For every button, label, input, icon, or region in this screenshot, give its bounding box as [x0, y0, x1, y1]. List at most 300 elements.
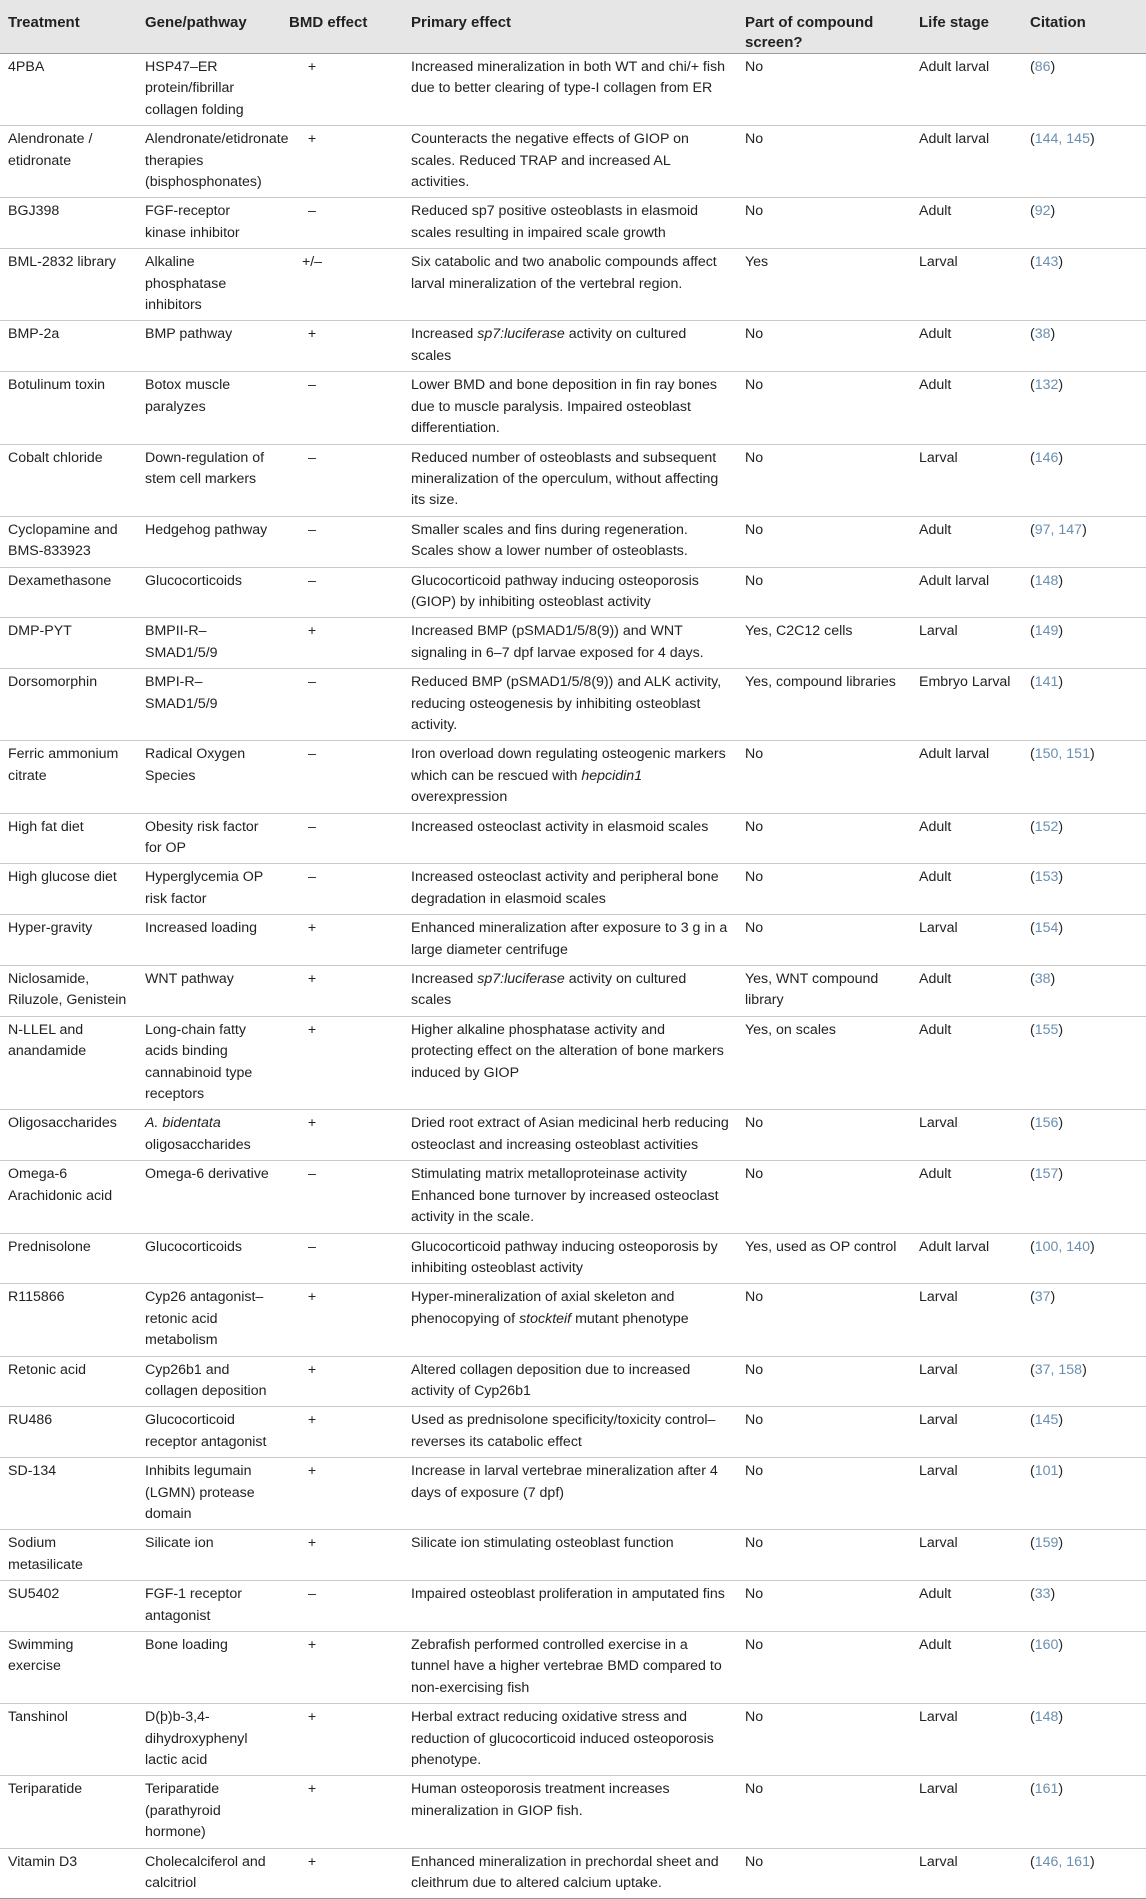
cell-citation [1022, 516, 1146, 567]
cell-citation [1022, 1848, 1146, 1899]
cell-primary-effect: Reduced sp7 positive osteoblasts in elasmoid scales resulting in impaired scale growth [403, 198, 737, 249]
table-row [0, 321, 1146, 372]
cell-citation [1022, 741, 1146, 813]
cell-compound-screen: No [737, 567, 911, 618]
citation-paren: ) [1058, 1166, 1064, 1183]
citation-paren: ( [1030, 1535, 1035, 1552]
cell-treatment: SU5402 [0, 1581, 137, 1632]
cell-primary-effect: Enhanced mineralization after exposure to 3 g in a large diameter centrifuge [403, 915, 737, 966]
citation-paren: ) [1058, 377, 1064, 394]
citation-paren: ) [1058, 920, 1064, 937]
cell-primary-effect: Counteracts the negative effects of GIOP on scales. Reduced TRAP and increased AL activities. [403, 126, 737, 198]
citation-link: 92 [1034, 203, 1051, 220]
cell-life-stage: Larval [911, 1704, 1022, 1776]
cell-life-stage: Adult [911, 1016, 1022, 1110]
citation-paren: ( [1030, 1361, 1035, 1378]
cell-treatment: Hyper-gravity [0, 915, 137, 966]
cell-compound-screen: No [737, 1110, 911, 1161]
cell-compound-screen: No [737, 741, 911, 813]
cell-primary-effect [403, 1284, 737, 1356]
cell-citation [1022, 1284, 1146, 1356]
cell-gene-pathway: Bone loading [137, 1632, 281, 1704]
citation-paren: ( [1030, 1238, 1035, 1255]
citation-paren: ) [1050, 59, 1056, 75]
cell-bmd-effect: – [281, 669, 403, 741]
cell-bmd-effect: – [281, 372, 403, 444]
citation-paren: ( [1030, 1463, 1035, 1480]
cell-gene-pathway: Obesity risk factor for OP [137, 813, 281, 864]
cell-life-stage: Larval [911, 618, 1022, 669]
cell-treatment: Dorsomorphin [0, 669, 137, 741]
cell-life-stage: Adult [911, 864, 1022, 915]
citation-paren: ( [1030, 131, 1035, 148]
cell-gene-pathway: WNT pathway [137, 966, 281, 1017]
citation-paren: ) [1058, 449, 1064, 466]
citation-paren: ) [1058, 1535, 1064, 1552]
citation-link: 146 [1034, 449, 1059, 466]
cell-primary-effect: Human osteoporosis treatment increases mineralization in GIOP fish. [403, 1776, 737, 1848]
citation-paren: ) [1058, 1412, 1064, 1429]
cell-bmd-effect: + [281, 1458, 403, 1530]
cell-primary-effect: Smaller scales and fins during regeneration. Scales show a lower number of osteoblasts. [403, 516, 737, 567]
cell-citation [1022, 567, 1146, 618]
citation-link: 33 [1034, 1586, 1051, 1603]
cell-treatment: BMP-2a [0, 321, 137, 372]
cell-bmd-effect: – [281, 741, 403, 813]
effect-text: activity on cultured scales [411, 326, 687, 364]
cell-life-stage: Adult [911, 1581, 1022, 1632]
citation-link: 97, 147 [1034, 521, 1083, 538]
cell-gene-pathway: Alkaline phosphatase inhibitors [137, 249, 281, 321]
table-row [0, 864, 1146, 915]
citation-paren: ) [1050, 971, 1056, 988]
cell-life-stage: Larval [911, 1110, 1022, 1161]
cell-treatment: Botulinum toxin [0, 372, 137, 444]
cell-bmd-effect: + [281, 1356, 403, 1407]
cell-compound-screen: No [737, 198, 911, 249]
cell-treatment: N-LLEL and anandamide [0, 1016, 137, 1110]
cell-bmd-effect: + [281, 321, 403, 372]
cell-primary-effect: Impaired osteoblast proliferation in amputated fins [403, 1581, 737, 1632]
cell-bmd-effect: + [281, 1632, 403, 1704]
effect-italic: sp7:luciferase [477, 971, 565, 988]
citation-paren: ( [1030, 59, 1035, 75]
cell-compound-screen: Yes, WNT compound library [737, 966, 911, 1017]
citation-paren: ( [1030, 572, 1035, 589]
table-row [0, 1776, 1146, 1848]
citation-paren: ( [1030, 1021, 1035, 1038]
cell-treatment: Ferric ammonium citrate [0, 741, 137, 813]
citation-link: 153 [1034, 869, 1059, 886]
table-row [0, 1458, 1146, 1530]
citation-link: 101 [1034, 1463, 1059, 1480]
table-row [0, 669, 1146, 741]
cell-primary-effect: Increased mineralization in both WT and chi/+ fish due to better clearing of type-I collagen from ER [403, 54, 737, 126]
table-row [0, 516, 1146, 567]
cell-gene-pathway: Cholecalciferol and calcitriol [137, 1848, 281, 1899]
cell-treatment: Tanshinol [0, 1704, 137, 1776]
citation-link: 38 [1034, 971, 1051, 988]
cell-life-stage: Embryo Larval [911, 669, 1022, 741]
cell-treatment: Retonic acid [0, 1356, 137, 1407]
cell-citation [1022, 1161, 1146, 1233]
table-row [0, 1848, 1146, 1899]
cell-gene-pathway: BMPI-R–SMAD1/5/9 [137, 669, 281, 741]
header-compound-screen: Part of compound screen? [737, 0, 911, 54]
citation-paren: ) [1058, 869, 1064, 886]
table-body [0, 54, 1146, 1899]
cell-citation [1022, 1356, 1146, 1407]
cell-compound-screen: No [737, 813, 911, 864]
citation-paren: ) [1058, 674, 1064, 691]
cell-treatment: DMP-PYT [0, 618, 137, 669]
cell-compound-screen: No [737, 321, 911, 372]
citation-paren: ) [1050, 1586, 1056, 1603]
cell-life-stage: Larval [911, 915, 1022, 966]
citation-paren: ) [1058, 572, 1064, 589]
cell-life-stage: Adult larval [911, 741, 1022, 813]
header-citation: Citation [1022, 0, 1146, 54]
citation-paren: ) [1050, 203, 1056, 220]
cell-primary-effect: Glucocorticoid pathway inducing osteoporosis (GIOP) by inhibiting osteoblast activity [403, 567, 737, 618]
cell-primary-effect: Increased BMP (pSMAD1/5/8(9)) and WNT signaling in 6–7 dpf larvae exposed for 4 days. [403, 618, 737, 669]
citation-paren: ( [1030, 746, 1035, 763]
header-row [0, 0, 1146, 54]
citation-link: 148 [1034, 1709, 1059, 1726]
cell-gene-pathway: Radical Oxygen Species [137, 741, 281, 813]
cell-life-stage: Larval [911, 1776, 1022, 1848]
cell-life-stage: Larval [911, 1848, 1022, 1899]
citation-paren: ( [1030, 326, 1035, 343]
citation-link: 149 [1034, 623, 1059, 640]
table-row [0, 1233, 1146, 1284]
table-row [0, 444, 1146, 516]
table-row [0, 126, 1146, 198]
cell-compound-screen: Yes, compound libraries [737, 669, 911, 741]
citation-paren: ( [1030, 1853, 1035, 1870]
cell-gene-pathway [137, 1110, 281, 1161]
header-gene-pathway: Gene/pathway [137, 0, 281, 54]
cell-bmd-effect: – [281, 864, 403, 915]
cell-gene-pathway: BMPII-R–SMAD1/5/9 [137, 618, 281, 669]
cell-bmd-effect: + [281, 54, 403, 126]
citation-link: 154 [1034, 920, 1059, 937]
cell-citation [1022, 249, 1146, 321]
citation-link: 148 [1034, 572, 1059, 589]
cell-compound-screen: No [737, 372, 911, 444]
cell-compound-screen: Yes, C2C12 cells [737, 618, 911, 669]
cell-citation [1022, 1530, 1146, 1581]
table-row [0, 813, 1146, 864]
cell-citation [1022, 915, 1146, 966]
cell-primary-effect: Herbal extract reducing oxidative stress and reduction of glucocorticoid induced osteoporosis phenotype. [403, 1704, 737, 1776]
cell-citation [1022, 321, 1146, 372]
cell-treatment: Cyclopamine and BMS-833923 [0, 516, 137, 567]
cell-citation [1022, 813, 1146, 864]
cell-treatment: BGJ398 [0, 198, 137, 249]
cell-compound-screen: No [737, 1848, 911, 1899]
cell-life-stage: Adult [911, 516, 1022, 567]
cell-gene-pathway: Botox muscle paralyzes [137, 372, 281, 444]
cell-compound-screen: No [737, 1284, 911, 1356]
effect-text: Iron overload down regulating osteogenic markers which can be rescued with [411, 746, 726, 784]
cell-compound-screen: No [737, 444, 911, 516]
cell-citation [1022, 1110, 1146, 1161]
cell-primary-effect: Increase in larval vertebrae mineralization after 4 days of exposure (7 dpf) [403, 1458, 737, 1530]
citation-paren: ) [1050, 326, 1056, 343]
cell-bmd-effect: + [281, 1530, 403, 1581]
cell-life-stage: Adult [911, 372, 1022, 444]
cell-citation [1022, 864, 1146, 915]
citation-link: 157 [1034, 1166, 1059, 1183]
cell-treatment: Cobalt chloride [0, 444, 137, 516]
citation-link: 132 [1034, 377, 1059, 394]
cell-treatment: Alendronate / etidronate [0, 126, 137, 198]
cell-citation [1022, 618, 1146, 669]
cell-gene-pathway: Down-regulation of stem cell markers [137, 444, 281, 516]
cell-compound-screen: No [737, 1632, 911, 1704]
table-row [0, 1356, 1146, 1407]
cell-gene-pathway: Hedgehog pathway [137, 516, 281, 567]
cell-treatment: High glucose diet [0, 864, 137, 915]
cell-compound-screen: No [737, 1161, 911, 1233]
cell-primary-effect: Zebrafish performed controlled exercise in a tunnel have a higher vertebrae BMD compared to non-exercising fish [403, 1632, 737, 1704]
table-row [0, 1016, 1146, 1110]
citation-paren: ( [1030, 818, 1035, 835]
effect-text: Increased [411, 326, 478, 343]
cell-gene-pathway: Alendronate/etidronate therapies (bisphosphonates) [137, 126, 281, 198]
cell-primary-effect: Higher alkaline phosphatase activity and protecting effect on the alteration of bone markers induced by GIOP [403, 1016, 737, 1110]
header-treatment: Treatment [0, 0, 137, 54]
citation-paren: ( [1030, 869, 1035, 886]
cell-primary-effect: Reduced number of osteoblasts and subsequent mineralization of the operculum, without affecting its size. [403, 444, 737, 516]
cell-compound-screen: Yes, used as OP control [737, 1233, 911, 1284]
cell-citation [1022, 1458, 1146, 1530]
cell-primary-effect: Increased osteoclast activity and peripheral bone degradation in elasmoid scales [403, 864, 737, 915]
cell-bmd-effect: + [281, 1776, 403, 1848]
citation-paren: ( [1030, 1637, 1035, 1653]
cell-primary-effect: Lower BMD and bone deposition in fin ray bones due to muscle paralysis. Impaired osteoblast differentiation. [403, 372, 737, 444]
cell-citation [1022, 54, 1146, 126]
citation-link: 100, 140 [1034, 1238, 1090, 1255]
effect-text: mutant phenotype [571, 1310, 689, 1327]
cell-primary-effect: Altered collagen deposition due to increased activity of Cyp26b1 [403, 1356, 737, 1407]
table-row [0, 1530, 1146, 1581]
cell-primary-effect: Silicate ion stimulating osteoblast function [403, 1530, 737, 1581]
cell-citation [1022, 1776, 1146, 1848]
cell-primary-effect: Dried root extract of Asian medicinal herb reducing osteoclast and increasing osteoblast activities [403, 1110, 737, 1161]
cell-primary-effect: Used as prednisolone specificity/toxicity control–reverses its catabolic effect [403, 1407, 737, 1458]
effect-text: Hyper-mineralization of axial skeleton and phenocopying of [411, 1289, 675, 1327]
cell-compound-screen: No [737, 1530, 911, 1581]
effect-text: activity on cultured scales [411, 971, 687, 1009]
cell-gene-pathway: Omega-6 derivative [137, 1161, 281, 1233]
effect-italic: sp7:luciferase [477, 326, 565, 343]
cell-gene-pathway: FGF-receptor kinase inhibitor [137, 198, 281, 249]
cell-treatment: Vitamin D3 [0, 1848, 137, 1899]
effect-text: Increased [411, 971, 478, 988]
citation-paren: ( [1030, 971, 1035, 988]
citation-paren: ) [1089, 1853, 1095, 1870]
gene-italic: A. bidentata [145, 1115, 221, 1132]
citation-paren: ) [1050, 1289, 1056, 1306]
cell-life-stage: Adult [911, 966, 1022, 1017]
cell-bmd-effect: + [281, 966, 403, 1017]
citation-paren: ) [1089, 131, 1095, 148]
cell-life-stage: Adult [911, 1632, 1022, 1704]
table-row [0, 54, 1146, 126]
table-row [0, 198, 1146, 249]
gene-text: oligosaccharides [145, 1136, 251, 1153]
cell-life-stage: Adult [911, 813, 1022, 864]
citation-link: 143 [1034, 254, 1059, 271]
cell-bmd-effect: + [281, 126, 403, 198]
citation-paren: ( [1030, 1781, 1035, 1798]
cell-life-stage: Adult [911, 321, 1022, 372]
citation-paren: ( [1030, 1709, 1035, 1726]
cell-bmd-effect: – [281, 813, 403, 864]
citation-link: 155 [1034, 1021, 1059, 1038]
cell-treatment: Oligosaccharides [0, 1110, 137, 1161]
cell-bmd-effect: – [281, 1233, 403, 1284]
citation-paren: ( [1030, 1115, 1035, 1132]
citation-paren: ) [1058, 1463, 1064, 1480]
table-row [0, 915, 1146, 966]
citation-paren: ( [1030, 674, 1035, 691]
cell-life-stage: Larval [911, 444, 1022, 516]
citation-paren: ( [1030, 521, 1035, 538]
citation-paren: ( [1030, 1166, 1035, 1183]
cell-treatment: High fat diet [0, 813, 137, 864]
cell-gene-pathway: Hyperglycemia OP risk factor [137, 864, 281, 915]
citation-paren: ( [1030, 377, 1035, 394]
cell-life-stage: Larval [911, 249, 1022, 321]
cell-treatment: Omega-6 Arachidonic acid [0, 1161, 137, 1233]
cell-compound-screen: Yes [737, 249, 911, 321]
table-row [0, 249, 1146, 321]
cell-treatment: SD-134 [0, 1458, 137, 1530]
cell-citation [1022, 1016, 1146, 1110]
header-bmd-effect: BMD effect [281, 0, 403, 54]
citation-paren: ) [1058, 1709, 1064, 1726]
cell-primary-effect: Increased osteoclast activity in elasmoid scales [403, 813, 737, 864]
cell-life-stage: Larval [911, 1284, 1022, 1356]
cell-bmd-effect: – [281, 567, 403, 618]
cell-compound-screen: No [737, 1458, 911, 1530]
cell-life-stage: Larval [911, 1407, 1022, 1458]
table-row [0, 1110, 1146, 1161]
cell-citation [1022, 126, 1146, 198]
citation-paren: ) [1058, 254, 1064, 271]
citation-paren: ) [1058, 623, 1064, 640]
citation-paren: ( [1030, 254, 1035, 271]
cell-compound-screen: No [737, 1581, 911, 1632]
table-row [0, 1581, 1146, 1632]
cell-gene-pathway: D(þ)b-3,4-dihydroxyphenyl lactic acid [137, 1704, 281, 1776]
cell-life-stage: Adult [911, 1161, 1022, 1233]
cell-treatment: BML-2832 library [0, 249, 137, 321]
cell-bmd-effect: + [281, 1016, 403, 1110]
header-life-stage: Life stage [911, 0, 1022, 54]
citation-link: 144, 145 [1034, 131, 1090, 148]
cell-life-stage: Adult [911, 198, 1022, 249]
cell-primary-effect: Stimulating matrix metalloproteinase activity Enhanced bone turnover by increased osteoclast activity in the scale. [403, 1161, 737, 1233]
citation-link: 150, 151 [1034, 746, 1090, 763]
citation-link: 146, 161 [1034, 1853, 1090, 1870]
cell-citation [1022, 669, 1146, 741]
citation-paren: ( [1030, 920, 1035, 937]
cell-compound-screen: No [737, 864, 911, 915]
cell-citation [1022, 372, 1146, 444]
cell-treatment: Swimming exercise [0, 1632, 137, 1704]
cell-gene-pathway: Glucocorticoid receptor antagonist [137, 1407, 281, 1458]
citation-paren: ( [1030, 1412, 1035, 1429]
cell-life-stage: Larval [911, 1458, 1022, 1530]
citation-paren: ) [1089, 1238, 1095, 1255]
cell-bmd-effect: – [281, 1581, 403, 1632]
cell-gene-pathway: Cyp26b1 and collagen deposition [137, 1356, 281, 1407]
cell-citation [1022, 198, 1146, 249]
citation-link: 86 [1034, 59, 1051, 75]
cell-life-stage: Adult larval [911, 1233, 1022, 1284]
effect-italic: hepcidin1 [581, 767, 643, 784]
citation-paren: ) [1058, 1637, 1064, 1653]
table-row [0, 1407, 1146, 1458]
cell-gene-pathway: Glucocorticoids [137, 567, 281, 618]
cell-treatment: R115866 [0, 1284, 137, 1356]
citation-link: 37, 158 [1034, 1361, 1083, 1378]
cell-gene-pathway: FGF-1 receptor antagonist [137, 1581, 281, 1632]
citation-paren: ( [1030, 1586, 1035, 1603]
cell-gene-pathway: BMP pathway [137, 321, 281, 372]
cell-bmd-effect: – [281, 198, 403, 249]
cell-compound-screen: No [737, 1356, 911, 1407]
header-primary-effect: Primary effect [403, 0, 737, 54]
cell-compound-screen: No [737, 516, 911, 567]
cell-treatment: Teriparatide [0, 1776, 137, 1848]
citation-link: 141 [1034, 674, 1059, 691]
citation-link: 152 [1034, 818, 1059, 835]
cell-bmd-effect: – [281, 1161, 403, 1233]
cell-citation [1022, 1632, 1146, 1704]
citation-link: 38 [1034, 326, 1051, 343]
citation-paren: ( [1030, 449, 1035, 466]
citation-paren: ( [1030, 203, 1035, 220]
cell-compound-screen: No [737, 1704, 911, 1776]
cell-bmd-effect: + [281, 915, 403, 966]
citation-link: 159 [1034, 1535, 1059, 1552]
cell-primary-effect [403, 966, 737, 1017]
effect-italic: stockteif [519, 1310, 572, 1327]
table-row [0, 1632, 1146, 1704]
citation-link: 156 [1034, 1115, 1059, 1132]
cell-compound-screen: No [737, 1776, 911, 1848]
cell-primary-effect: Glucocorticoid pathway inducing osteoporosis by inhibiting osteoblast activity [403, 1233, 737, 1284]
citation-paren: ) [1058, 1021, 1064, 1038]
cell-treatment: 4PBA [0, 54, 137, 126]
cell-primary-effect [403, 321, 737, 372]
table-row [0, 1161, 1146, 1233]
citation-link: 160 [1034, 1637, 1059, 1653]
cell-life-stage: Adult larval [911, 126, 1022, 198]
cell-compound-screen: No [737, 54, 911, 126]
cell-life-stage: Adult larval [911, 567, 1022, 618]
cell-gene-pathway: Inhibits legumain (LGMN) protease domain [137, 1458, 281, 1530]
cell-compound-screen: No [737, 126, 911, 198]
cell-life-stage: Adult larval [911, 54, 1022, 126]
cell-compound-screen: Yes, on scales [737, 1016, 911, 1110]
cell-bmd-effect: – [281, 444, 403, 516]
